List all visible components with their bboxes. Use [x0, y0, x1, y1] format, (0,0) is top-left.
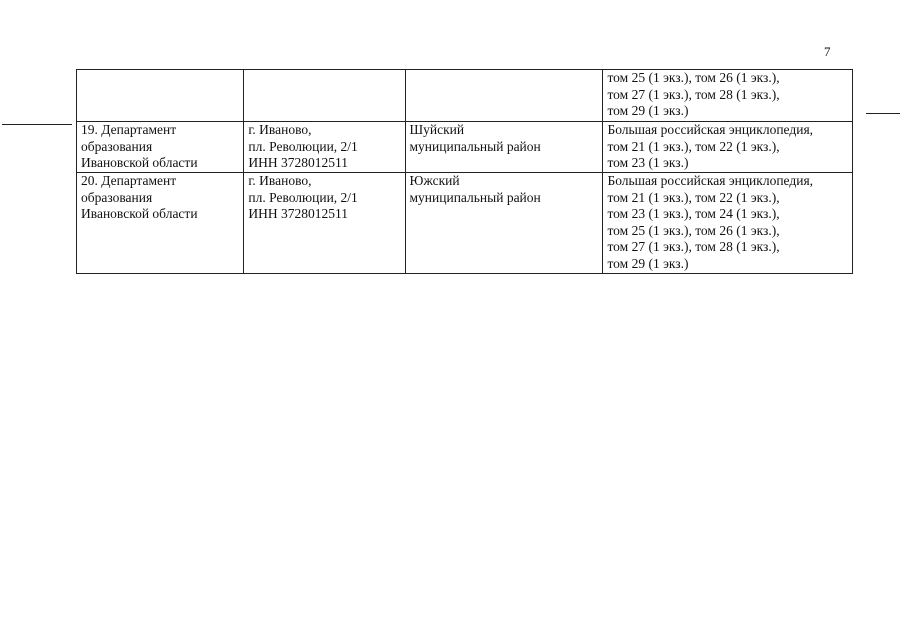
address-line: пл. Революции, 2/1 — [248, 138, 358, 154]
items-line: том 23 (1 экз.), том 24 (1 экз.), — [607, 206, 780, 221]
items-line: том 23 (1 экз.) — [607, 155, 689, 170]
items-line: Большая российская энциклопедия, — [607, 122, 814, 137]
items-line: том 25 (1 экз.), том 26 (1 экз.), — [607, 222, 780, 238]
table-row — [77, 122, 853, 173]
items-line: том 29 (1 экз.) — [607, 103, 689, 118]
items-line: том 27 (1 экз.), том 28 (1 экз.), — [607, 239, 780, 254]
items-cell — [603, 173, 853, 274]
address-line: ИНН 3728012511 — [248, 206, 349, 221]
district-line: Южский — [409, 173, 460, 188]
items-line: том 25 (1 экз.), том 26 (1 экз.), — [607, 70, 780, 85]
table-row — [77, 173, 853, 274]
table-row — [77, 70, 853, 122]
items-line: том 21 (1 экз.), том 22 (1 экз.), — [607, 189, 780, 205]
organization-cell — [77, 173, 244, 274]
address-cell — [244, 70, 405, 122]
district-line: Шуйский — [409, 122, 465, 137]
distribution-table — [76, 69, 853, 274]
items-line: том 29 (1 экз.) — [607, 255, 689, 271]
address-line: пл. Революции, 2/1 — [248, 189, 358, 205]
organization-line: Ивановской области — [81, 155, 198, 170]
left-margin-mark — [2, 124, 72, 125]
district-line: муниципальный район — [409, 189, 541, 205]
organization-cell — [77, 70, 244, 122]
organization-cell — [77, 122, 244, 173]
district-cell — [405, 70, 603, 122]
district-cell — [405, 173, 603, 274]
address-line: г. Иваново, — [248, 122, 312, 137]
district-cell — [405, 122, 603, 173]
right-margin-mark — [866, 113, 900, 114]
items-cell — [603, 70, 853, 122]
organization-line: 19. Департамент — [81, 122, 177, 137]
page-number: 7 — [824, 44, 831, 59]
organization-line: образования — [81, 189, 153, 205]
address-cell — [244, 173, 405, 274]
items-line: том 21 (1 экз.), том 22 (1 экз.), — [607, 138, 780, 154]
address-line: г. Иваново, — [248, 173, 312, 188]
address-line: ИНН 3728012511 — [248, 155, 349, 170]
address-cell — [244, 122, 405, 173]
district-line: муниципальный район — [409, 138, 541, 154]
items-line: Большая российская энциклопедия, — [607, 173, 814, 188]
items-cell — [603, 122, 853, 173]
organization-line: 20. Департамент — [81, 173, 177, 188]
items-line: том 27 (1 экз.), том 28 (1 экз.), — [607, 86, 780, 102]
organization-line: Ивановской области — [81, 206, 198, 221]
organization-line: образования — [81, 138, 153, 154]
